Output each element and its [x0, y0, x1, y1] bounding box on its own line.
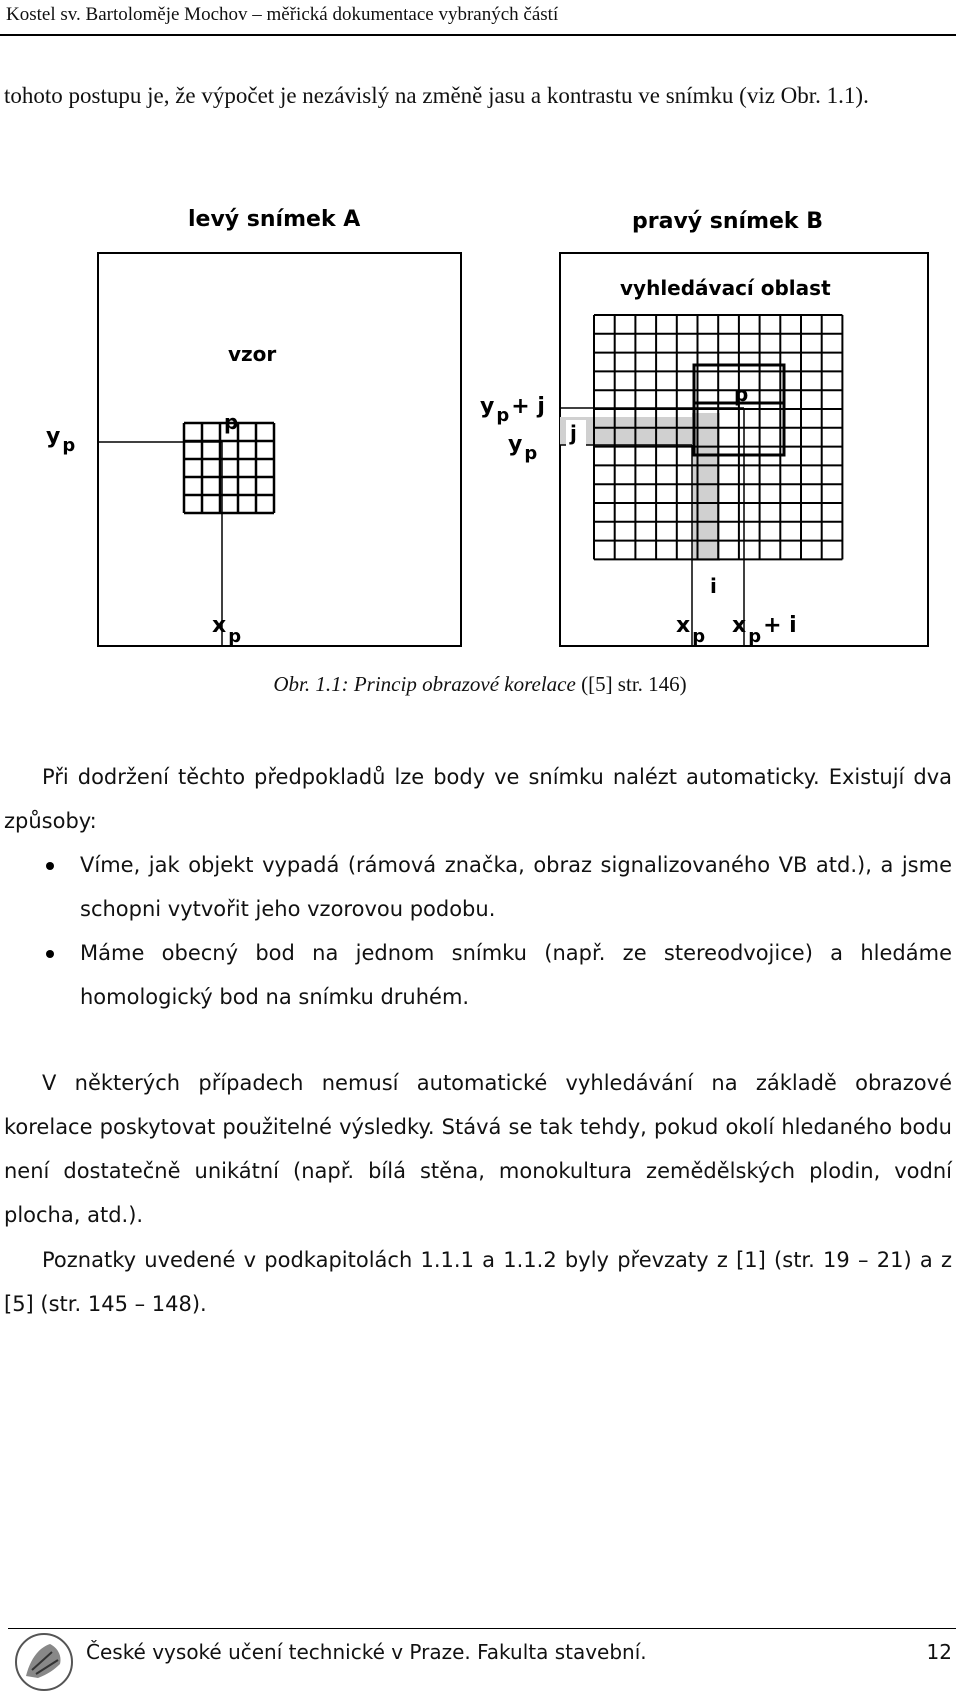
- list-item-text: Máme obecný bod na jednom snímku (např. ze stereodvojice) a hledáme homologický bod na snímku druhém.: [80, 941, 952, 1009]
- footer-institution: České vysoké učení technické v Praze. Fakulta stavební.: [86, 1640, 647, 1664]
- xpi-label: x $_p$+ i: [732, 613, 797, 647]
- pattern-label: vzor: [228, 342, 277, 366]
- figure-caption: [0, 672, 960, 697]
- bullet-icon: [46, 950, 54, 958]
- right-yp-label: y $_p$: [508, 432, 538, 464]
- method-list: [0, 843, 960, 1019]
- university-seal-icon: [8, 1630, 80, 1694]
- page-header: [0, 0, 960, 34]
- right-xp-label: x $_p$: [676, 613, 706, 647]
- search-area-label: vyhledávací oblast: [620, 276, 831, 300]
- caption-source: ([5] str. 146): [575, 672, 687, 696]
- pattern-grid: [184, 423, 274, 513]
- caption-title: Obr. 1.1: Princip obrazové korelace: [273, 672, 576, 696]
- paragraph-3: Poznatky uvedené v podkapitolách 1.1.1 a 1.1.2 byly převzaty z [1] (str. 19 – 21) a z [5] (str. 145 – 148).: [4, 1248, 952, 1316]
- list-item: [0, 843, 960, 931]
- paragraph-2: V některých případech nemusí automatické vyhledávání na základě obrazové korelace poskytovat použitelné výsledky. Stává se tak tehdy, pokud okolí hledaného bodu není dostatečně unikátní (např. bílá stěna, monokultura zemědělských plodin, vodní plocha, atd.).: [4, 1071, 952, 1227]
- list-item: [0, 931, 960, 1019]
- intro-paragraph: tohoto postupu je, že výpočet je nezávislý na změně jasu a kontrastu ve snímku (viz Obr. 1.1).: [4, 83, 869, 108]
- i-label: i: [710, 574, 717, 598]
- ypj-label: y $_p$+ j: [480, 394, 545, 426]
- right-image-title: pravý snímek B: [632, 209, 823, 234]
- left-image-frame: [98, 253, 461, 646]
- header-title: Kostel sv. Bartoloměje Mochov – měřická dokumentace vybraných částí: [6, 4, 559, 25]
- left-image-title: levý snímek A: [188, 207, 361, 232]
- left-yp-label: y $_p$: [46, 424, 76, 456]
- left-p-label: p: [224, 410, 239, 434]
- footer-rule: [8, 1628, 956, 1629]
- bullet-icon: [46, 862, 54, 870]
- page-footer: [0, 1628, 960, 1696]
- paragraph-1: Při dodržení těchto předpokladů lze body ve snímku nalézt automaticky. Existují dva způsoby:: [4, 765, 952, 833]
- header-rule: [0, 34, 956, 36]
- right-p-label: p: [734, 382, 749, 406]
- figure-correlation: [0, 195, 960, 665]
- page-number: 12: [926, 1640, 952, 1664]
- j-label: j: [570, 421, 577, 445]
- list-item-text: Víme, jak objekt vypadá (rámová značka, obraz signalizovaného VB atd.), a jsme schopni vytvořit jeho vzorovou podobu.: [80, 853, 952, 921]
- column-strip: [692, 413, 720, 561]
- left-xp-label: x $_p$: [212, 613, 242, 647]
- correlation-diagram: [0, 195, 960, 665]
